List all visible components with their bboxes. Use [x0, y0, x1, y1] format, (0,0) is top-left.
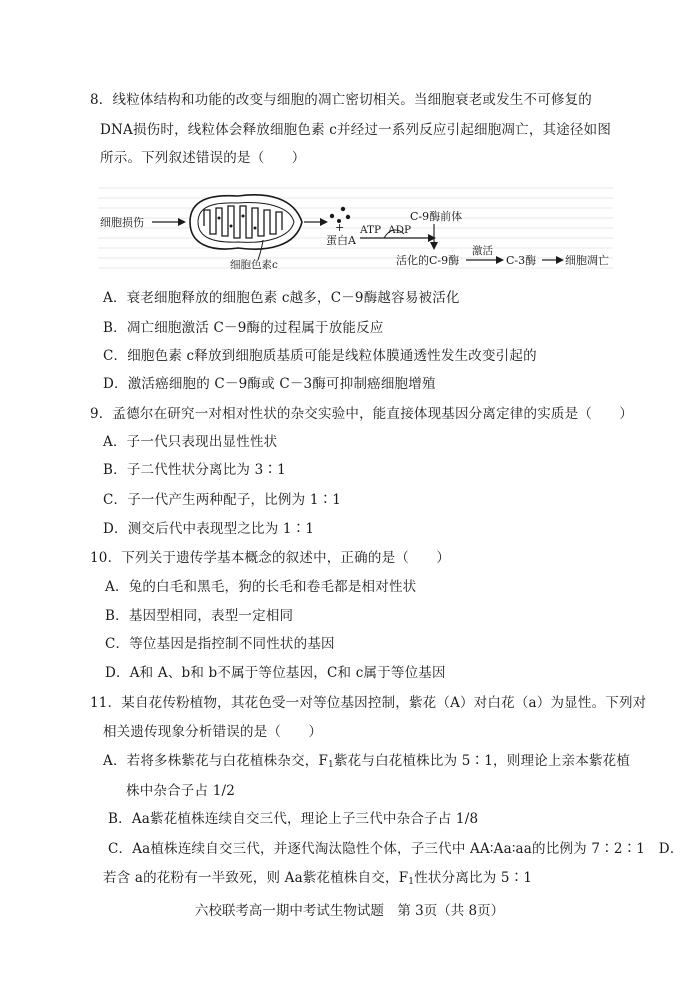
q10-option-b: B．基因型相同，表型一定相同	[105, 608, 294, 624]
q9-stem: 9．孟德尔在研究一对相对性状的杂交实验中，能直接体现基因分离定律的实质是（ ）	[90, 406, 634, 422]
label-atp: ATP	[360, 224, 382, 236]
label-c3: C-3酶	[506, 254, 537, 267]
label-cell-damage: 细胞损伤	[100, 216, 144, 229]
label-protein-a: 蛋白A	[326, 234, 356, 247]
q10-option-a: A．兔的白毛和黑毛，狗的长毛和卷毛都是相对性状	[105, 579, 417, 595]
arrow-release	[320, 218, 328, 226]
q9-option-c: C．子一代产生两种配子，比例为 1∶1	[103, 492, 342, 508]
q10-stem: 10．下列关于遗传学基本概念的叙述中，正确的是（ ）	[90, 550, 451, 566]
q9-option-a: A．子一代只表现出显性性状	[103, 434, 278, 450]
q9-option-b: B．子二代性状分离比为 3∶1	[103, 462, 286, 478]
q11-stem-line-2: 相关遗传现象分析错误的是（ ）	[103, 724, 323, 740]
q11-option-d: 若含 a的花粉有一半致死，则 Aa紫花植株自交，$F_1$性状分离比为 5∶1	[103, 870, 533, 887]
q11-stem-line-1: 11．某自花传粉植物，其花色受一对等位基因控制，紫花（A）对白花（a）为显性。下列对	[90, 695, 647, 711]
q8-stem-line-1: 8．线粒体结构和功能的改变与细胞的凋亡密切相关。当细胞衰老或发生不可修复的	[90, 92, 592, 108]
q10-option-c: C．等位基因是指控制不同性状的基因	[105, 636, 335, 652]
arrow-activate	[496, 256, 504, 264]
arrow-atp-reaction	[428, 234, 436, 242]
arrow-to-apoptosis	[556, 256, 564, 264]
q11-option-c: C．Aa植株连续自交三代，并逐代淘汰隐性个体，子三代中 AA∶Aa∶aa的比例为 7∶2∶1 D．	[108, 841, 684, 857]
label-adp: ADP	[388, 224, 412, 236]
q11-option-b: B．Aa紫花植株连续自交三代，理论上子三代中杂合子占 1/8	[108, 811, 479, 827]
label-plus: +	[335, 221, 345, 234]
q8-stem-line-2: DNA损伤时，线粒体会释放细胞色素 c并经过一系列反应引起细胞凋亡，其途径如图	[100, 122, 612, 138]
q8-option-c: C．细胞色素 c释放到细胞质基质可能是线粒体膜通透性发生改变引起的	[103, 348, 537, 364]
apoptosis-pathway-diagram	[98, 186, 613, 272]
q8-stem-line-3: 所示。下列叙述错误的是（ ）	[100, 150, 306, 166]
label-cytochrome-c: 细胞色素c	[230, 259, 278, 271]
arrow-precursor-down	[430, 242, 438, 250]
q8-option-b: B．凋亡细胞激活 C－9酶的过程属于放能反应	[103, 320, 384, 336]
page-footer: 六校联考高一期中考试生物试题 第 3页（共 8页）	[194, 903, 505, 919]
label-active-c9: 活化的C-9酶	[396, 254, 460, 267]
q8-option-d: D．激活癌细胞的 C－9酶或 C－3酶可抑制癌细胞增殖	[103, 376, 436, 392]
label-activate: 激活	[472, 245, 493, 257]
mitochondrion-icon	[190, 195, 302, 249]
label-c9-precursor: C-9酶前体	[410, 210, 463, 223]
q10-option-d: D．A和 A、b和 b不属于等位基因，C和 c属于等位基因	[105, 665, 446, 681]
label-apoptosis: 细胞凋亡	[565, 254, 609, 267]
q9-option-d: D．测交后代中表现型之比为 1∶1	[103, 521, 315, 537]
arrow-to-mitochondrion	[178, 218, 186, 226]
q11-option-a-line-2: 株中杂合子占 1/2	[126, 783, 236, 799]
q11-option-a-line-1: A．若将多株紫花与白花植株杂交，$F_1$紫花与白花植株比为 5∶1，则理论上亲本紫花植	[103, 753, 631, 770]
q8-option-a: A．衰老细胞释放的细胞色素 c越多，C－9酶越容易被活化	[103, 290, 460, 306]
